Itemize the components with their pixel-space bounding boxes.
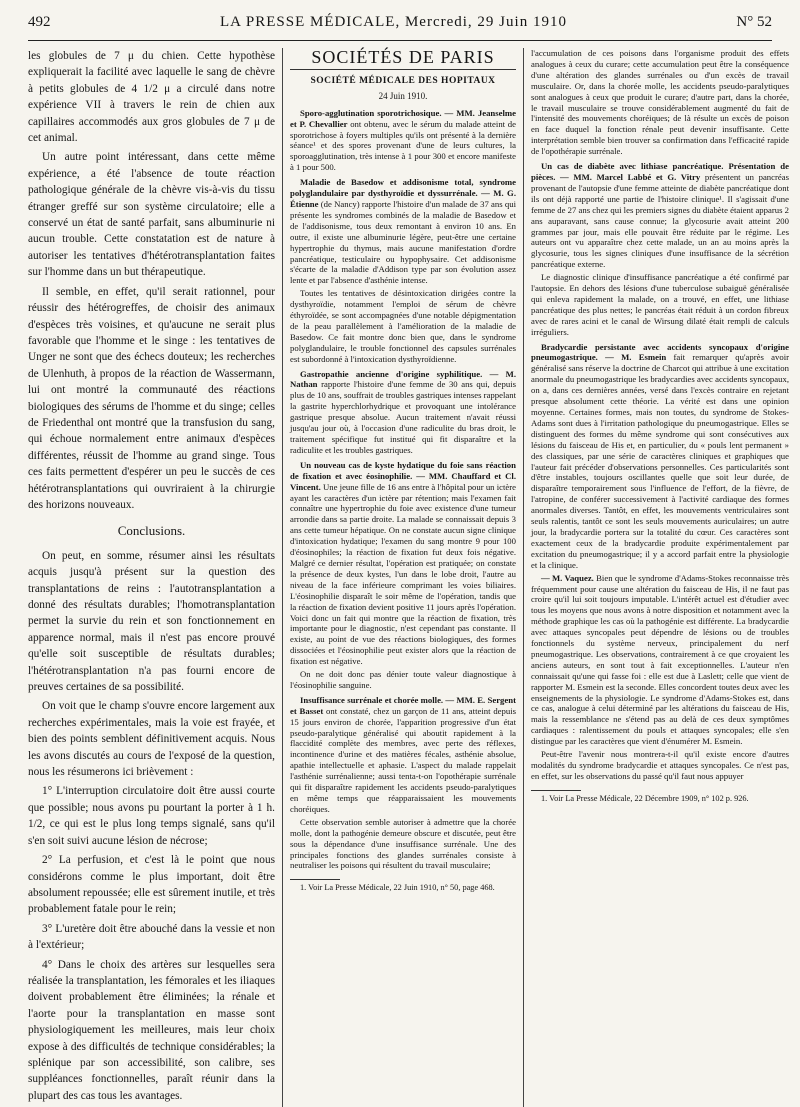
article bbox=[531, 573, 789, 748]
footnote-rule bbox=[531, 790, 581, 791]
article-title: — M. Vaquez. bbox=[541, 572, 594, 583]
article bbox=[531, 48, 789, 157]
column-left bbox=[28, 48, 275, 1107]
article-body: On ne doit donc pas dénier toute valeur diagnostique à l'éosinophilie sanguine. bbox=[290, 669, 516, 690]
paragraph: les globules de 7 μ du chien. Cette hypothèse expliquerait la facilité avec laquelle le sang de chèvre à petits globules de 4 1/2 μ a circulé dans notre expérience VII à travers le rein de chien aux capillaires accommodés aux gros globules de 7 μ de cet animal. bbox=[28, 50, 275, 145]
article bbox=[290, 108, 516, 173]
article-title: Maladie de Basedow et addisonisme total, syndrome polyglandulaire par dysthyroïdie et dyssurrénale. — M. G. Étienne bbox=[290, 177, 516, 209]
article-body: Bien que le syndrome d'Adams-Stokes reconnaisse très fréquemment pour cause une altération du faisceau de His, il ne faut pas croire qu'il lui soit toujours imputable. L'intérêt actuel est d'étudier avec tous les moyens que nous avons à notre disposition et notamment avec la méthode graphique les cas où la pathogénie est différente. La bradycardie avec attaques syncopales peut dépendre de lésions ou de troubles fonctionnels du système nerveux, principalement du nerf pneumogastrique. Les observations, contrairement à ce que croyaient les anciens auteurs, en sont tout à fait exceptionnelles. L'auteur n'en connaissait qu'une qui fasse foi : elle est due à Laslett; celle que vient de rapporter M. Esmein est la seconde. Elles concordent toutes deux avec les enseignements de la physiologie. Le syndrome d'Adams-Stokes est, dans ce cas, analogue à celui déterminé par les altérations du faisceau de His, mais la ressemblance ne s'étend pas au delà de ces deux symptômes cardiaques : ralentissement du pouls et attaques syncopales; elle s'en distingue par les caractères que vient d'énumérer M. Esmein. bbox=[531, 572, 789, 747]
article-body: l'accumulation de ces poisons dans l'organisme produit des effets analogues à ceux du curare; cette accumulation peut être la conséquence d'une altération des glandes surrénales ou d'un excès de travail musculaire. Or, dans la chorée molle, les accidents pseudo-paralytiques sont analogues à ceux que produit le curare; d'autre part, dans la chorée, le travail musculaire se trouve considérablement augmenté du fait de l'intensité des mouvements choréiques; de là résulte un excès de poison en face duquel la fonction rénale peut devenir insuffisante. Cette interprétation semble bien trouver sa confirmation dans l'efficacité rapide de l'opothérapie surrénale. bbox=[531, 48, 789, 157]
paragraph: Un autre point intéressant, dans cette même expérience, a été l'absence de toute réaction pathologique générale de la chèvre vis-à-vis du tissu étranger greffé sur son système circulatoire; elle a conservé un état de santé parfait, sans albuminurie ni aucun trouble. Cette constatation est de nature à autoriser les tentatives d'hétérotransplantation faites sur l'homme dans un but thérapeutique. bbox=[28, 151, 275, 279]
footnote-rule bbox=[290, 879, 340, 880]
article bbox=[531, 749, 789, 782]
column-rule bbox=[282, 48, 283, 1107]
paragraph: On voit que le champ s'ouvre encore largement aux recherches expérimentales, mais la voie est frayée, et bien des points semblent définitivement acquis. Nous les avons discutés au cours de l'exposé de la question, nous les résumerons ici brièvement : bbox=[28, 700, 275, 779]
page-number: 492 bbox=[28, 14, 51, 30]
footnote: 1. Voir La Presse Médicale, 22 Décembre 1909, n° 102 p. 926. bbox=[541, 793, 749, 803]
article bbox=[290, 695, 516, 815]
column-middle bbox=[290, 48, 516, 1107]
article bbox=[531, 161, 789, 270]
list-item: 1° L'interruption circulatoire doit être aussi courte que possible; nous avons pu pourtant la porter à 1 h. 1/2, ce qui est le plus long temps signalé, sans qu'il s'en soit suivi aucune lésion de nécrose; bbox=[28, 785, 275, 847]
article-body: Le diagnostic clinique d'insuffisance pancréatique a été confirmé par l'autopsie. En dehors des lésions d'une tuberculose subaiguë généralisée qui enleva rapidement la malade, on a trouvé, en effet, une lithiase pancréatique des plus nettes; le pancréas était réduit à un cordon fibreux avec de rares acini et le canal de Wirsung dilaté était rempli de calculs irréguliers. bbox=[531, 272, 789, 337]
article bbox=[290, 369, 516, 456]
article-title: Gastropathie ancienne d'origine syphilitique. — M. Nathan bbox=[290, 368, 516, 390]
article-title: Insuffisance surrénale et chorée molle. — MM. E. Sergent et Basset bbox=[290, 694, 516, 716]
column-right bbox=[531, 48, 789, 1107]
article bbox=[290, 288, 516, 364]
society-title: SOCIÉTÉ MÉDICALE DES HOPITAUX bbox=[310, 75, 496, 86]
article bbox=[531, 342, 789, 571]
article bbox=[290, 817, 516, 872]
article-body: rapporte l'histoire d'une femme de 30 ans qui, depuis plus de 10 ans, souffrait de troubles gastriques intenses rappelant la gastrite hyperchlorhydrique et provoquant une intolérance gastrique presque absolue. Aucun traitement n'avait réussi jusqu'au jour où, à l'occasion d'une radiculite du bras droit, le traitement spécifique fut institué qui fit disparaître et la radiculite et les troubles gastriques. bbox=[290, 379, 516, 455]
paragraph: Il semble, en effet, qu'il serait rationnel, pour réussir des hétérogreffes, de choisir des animaux d'espèces très voisines, et qu'aucune ne serait plus favorable que l'homme et le singe : les tentatives de Unger ne sont que des échecs douteux; les recherches de Ulenhuth, à propos de la réaction de Wassermann, lui ont montré la communauté des réactions biologiques des sérums de l'homme et du singe; celles de Friedenthal ont montré que la transfusion du sang, qui échoue normalement entre animaux d'espèces différentes, réussit de l'homme au grand singe. Tous ces faits permettent d'espérer un peu le succès de ces hétérotransplantations qui ouvriraient à la chirurgie des horizons nouveaux. bbox=[28, 285, 275, 511]
list-item: 2° La perfusion, et c'est là le point que nous considérons comme le plus important, doit être absolument repoussée; elle est sûrement inutile, et très probablement fatale pour le rein; bbox=[28, 854, 275, 916]
session-date: 24 Juin 1910. bbox=[378, 90, 428, 101]
page-columns bbox=[28, 47, 789, 1102]
article-body: Cette observation semble autoriser à admettre que la chorée molle, dont la pathogénie demeure obscure et discutée, peut être sous la dépendance d'une insuffisance surrénale. Une des principales fonctions des glandes surrénales consiste à neutraliser les poisons qui résultent du travail musculaire; bbox=[290, 816, 516, 871]
article-title: Bradycardie persistante avec accidents syncopaux d'origine pneumogastrique. — M. Esmein bbox=[531, 341, 789, 363]
article-body: Une jeune fille de 16 ans entre à l'hôpital pour un ictère ayant les caractères d'un ictère par rétention; mais l'examen fait connaître une hypertrophie du foie avec existence d'une tumeur arrondie dans sa partie droite. La malade se connaissait depuis 3 ans cette tumeur hépatique. On ne constate aucun signe clinique d'intoxication hydatique; l'examen du sang montre 9 pour 100 d'éosinophiles; la réaction de fixation fut deux fois négative. Malgré ce dernier résultat, l'opération est pratiquée; on constate la présence de deux kystes, l'un dans le lobe droit, l'autre au niveau de la face inférieure comprimant les voies biliaires. L'éosinophilie disparaît le soir même de l'opération, tandis que la réaction de fixation devient positive 11 jours après l'opération. Voici donc un fait qui montre que la réaction de fixation, très importante pour le diagnostic, n'est cependant pas constante. Il existe, au point de vue des réactions biologiques, des formes dissociées et l'éosinophilie peut exister alors que la réaction de fixation est négative. bbox=[290, 481, 516, 667]
article-title: Sporo-agglutination sporotrichosique. — MM. Jeanselme et P. Chevallier bbox=[290, 107, 516, 129]
article bbox=[290, 177, 516, 286]
footnote: 1. Voir La Presse Médicale, 22 Juin 1910, n° 50, page 468. bbox=[300, 883, 495, 893]
running-header bbox=[28, 14, 772, 41]
article bbox=[531, 272, 789, 337]
article-body: (de Nancy) rapporte l'histoire d'un malade de 37 ans qui présente les syndromes combinés de la maladie de Basedow et de l'addisonisme, tous deux remontant à environ 10 ans. En outre, il existe une albuminurie légère, peut-être une certaine hypertrophie du thymus, mais aucune manifestation d'ordre pancréatique, testiculaire ou hypophysaire. Cet addisonisme s'écarte de la maladie d'Addison type par son évolution assez lente et par l'absence d'asthénie intense. bbox=[290, 198, 516, 286]
article-title: Un cas de diabète avec lithiase pancréatique. Présentation de pièces. — MM. Marcel Labbé et G. Vitry bbox=[531, 161, 789, 182]
article-body: fait remarquer qu'après avoir généralisé sans réserve la doctrine de Charcot qui attribue à une excitation anormale du pneumogastrique les bradycardies avec accidents syncopaux, on a, dans ces dernières années, versé dans l'excès contraire en rejetant presque absolument cette théorie. La vérité est dans une opinion moyenne. Certaines formes, mais non toutes, du syndrome de Stokes-Adams sont dues à l'irritation pathologique du pneumogastrique. Elles se distinguent des formes du même syndrome qui sont consécutives aux lésions du faisceau de His et, en particulier, du « pouls lent permanent » des classiques, par une série de caractères cliniques et graphiques que l'auteur fait précéder d'observations personnelles. Ces particularités sont d'être instables, toujours oscillantes quelle que soit leur durée, de disparaître temporairement sous l'influence de l'effort, de la fièvre, de l'atropine, de conférer successivement à l'activité cardiaque des formes anormales diverses. Tantôt, en effet, les mouvements ventriculaires sont seuls ralentis, tantôt ce sont les seuls mouvements auriculaires; un autre jour, la bradycardie portera sur la totalité du cœur. Ces caractères sont exactement ceux de la bradycardie produite expérimentalement par excitation du pneumogastrique; il y a accord parfait entre la physiologie et la clinique. bbox=[531, 352, 789, 570]
section-title: SOCIÉTÉS DE PARIS bbox=[290, 52, 516, 70]
article-body: ont obtenu, avec le sérum du malade atteint de sporotrichose à foyers multiples qu'ils ont présenté à la dernière séance¹ et des spores provenant d'une de leurs cultures, la sporoagglutination, très intense à 1 pour 300 et encore manifeste à 1 pour 500. bbox=[290, 118, 517, 173]
list-item: 3° L'uretère doit être abouché dans la vessie et non à l'extérieur; bbox=[28, 922, 275, 952]
paragraph: On peut, en somme, résumer ainsi les résultats acquis jusqu'à présent sur la question des transplantations de reins : l'autotransplantation a donné des résultats durables; l'homotransplantation permet la survie du rein et son fonctionnement en apparence normal, mais il n'est pas encore prouvé qu'elle soit susceptible de résultats durables; l'hétérotransplantation n'a pas fourni encore de preuves certaines de sa possibilité. bbox=[28, 549, 275, 694]
article-body: ont constaté, chez un garçon de 11 ans, atteint depuis 15 jours environ de chorée, l'apparition progressive d'un état pseudo-paralytique généralisé qui aboutit rapidement à la flaccidité complète des membres, avec perte des réflexes, incontinence d'urine et des matières fécales, asthénie absolue, apathie intellectuelle et aphasie. L'aspect du malade rappelait l'asthénie surrénalienne; aussi tenta-t-on l'opothérapie surrénale qui fit disparaître rapidement les accidents pseudo-paralytiques en même temps que réapparaissaient les mouvements choréiques. bbox=[290, 705, 516, 814]
conclusions-heading: Conclusions. bbox=[117, 523, 186, 539]
list-item: 4° Dans le choix des artères sur lesquelles sera réalisée la transplantation, les fémorales et les iliaques doivent probablement être éliminées; la rénale et l'aorte pour la transplantation en masse sont physiologiquement les meilleures, mais leur choix expose à des difficultés de technique considérables; la splénique par son accessibilité, son calibre, ses suppléances fonctionnelles, paraît réunir dans la plupart des cas tous les avantages. bbox=[28, 958, 275, 1102]
running-title: LA PRESSE MÉDICALE, Mercredi, 29 Juin 1910 bbox=[219, 14, 567, 30]
article-body: Toutes les tentatives de désintoxication dirigées contre la dysthyroïdie, notamment l'emploi de sérum de chèvre éthyroïdée, se sont accompagnées d'une notable dépigmentation de la peau parallèlement à l'amélioration de la maladie de Basedow. Ce fait montre donc bien que, dans le syndrome polyglandulaire, le trouble fonctionnel des capsules surrénales est subordonné à l'intoxication dysthyroïdienne. bbox=[290, 288, 516, 364]
issue-number: N° 52 bbox=[736, 14, 772, 30]
article-body: Peut-être l'avenir nous montrera-t-il qu'il existe encore d'autres modalités du syndrome bradycardie et attaques syncopales. Ce n'est pas, en effet, sur les observations du passé qu'il faut nous appuyer bbox=[531, 749, 789, 781]
article-body: présentent un pancréas provenant de l'autopsie d'une femme atteinte de diabète pancréatique dont ils ont déjà rapporté une partie de l'histoire clinique¹. Il s'agissait d'une femme de 27 ans chez qui les premiers signes du diabète étaient apparus 2 ans auparavant, sans cause connue; la glycosurie avait atteint 200 grammes par jour, mais elle pouvait être réduite par le régime. Les auteurs ont vu apparaître chez cette malade, un an au moins après la glycosurie, tous les signes cliniques d'une insuffisance de la sécrétion pancréatique externe. bbox=[531, 171, 789, 270]
article-title: Un nouveau cas de kyste hydatique du foie sans réaction de fixation et avec éosinophilie. — MM. Chauffard et Cl. Vincent. bbox=[290, 459, 516, 492]
article bbox=[290, 460, 516, 667]
article bbox=[290, 669, 516, 691]
column-rule bbox=[523, 48, 524, 1107]
